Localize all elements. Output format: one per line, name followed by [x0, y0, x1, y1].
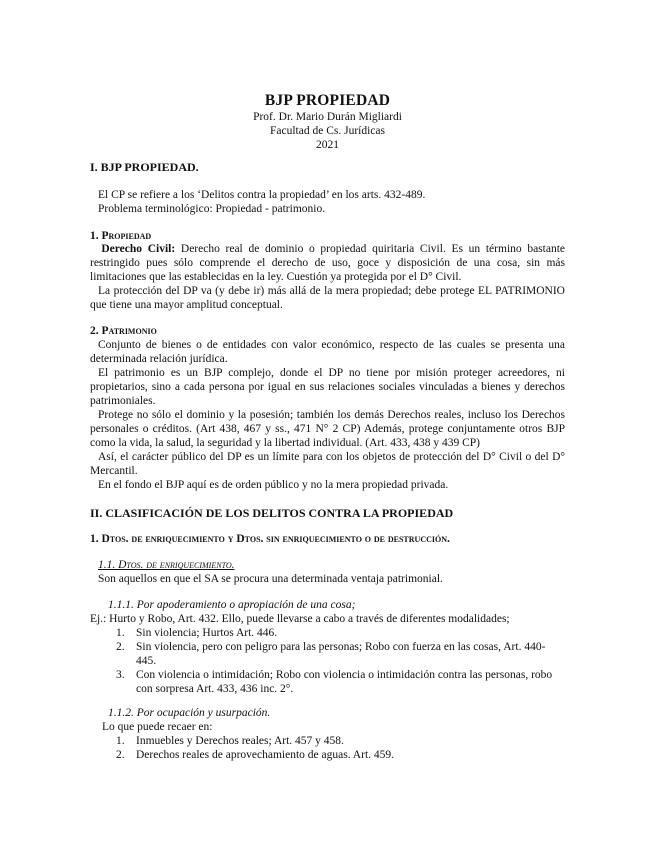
section-heading-2: II. CLASIFICACIÓN DE LOS DELITOS CONTRA LA PROPIEDAD — [90, 506, 454, 520]
subsection-heading-propiedad: 1. Propiedad — [90, 230, 152, 242]
list-number: 1. — [116, 627, 125, 639]
list-number: 2. — [116, 749, 125, 761]
paragraph: El CP se refiere a los ‘Delitos contra la propiedad’ en los arts. 432-489. — [98, 189, 426, 201]
paragraph-line: En el fondo el BJP aquí es de orden público y no la mera propiedad privada. — [98, 479, 449, 491]
paragraph-line: Ej.: Hurto y Robo, Art. 432. Ello, puede llevarse a cabo a través de diferentes modalidades; — [90, 613, 510, 625]
document-title: BJP PROPIEDAD — [264, 92, 391, 109]
subsection-heading-classification: 1. Dtos. de enriquecimiento y Dtos. sin enriquecimiento o de destrucción. — [90, 533, 450, 545]
paragraph-line: La protección del DP va (y debe ir) más allá de la mera propiedad; debe protege EL PATRIMONIO — [98, 285, 565, 297]
list-item: Inmuebles y Derechos reales; Art. 457 y 458. — [136, 735, 344, 747]
paragraph-line: que tiene una mayor amplitud conceptual. — [90, 299, 283, 311]
list-item: Derechos reales de aprovechamiento de aguas. Art. 459. — [136, 749, 395, 761]
paragraph-line: El patrimonio es un BJP complejo, donde el DP no tiene por misión proteger acreedores, ni — [98, 367, 565, 379]
list-item: Con violencia o intimidación; Robo con violencia o intimidación contra las personas, robo — [136, 669, 553, 681]
paragraph-line: personales o créditos. (Art 438, 467 y ss., 471 N° 2 CP) Además, protege conjuntamente otros BJP — [90, 423, 565, 435]
inline-label: Derecho Civil: — [101, 243, 176, 255]
paragraph-line: restringido pues sólo comprende el derecho de uso, goce y disposición de una cosa, sin más — [90, 257, 565, 269]
list-number: 2. — [116, 641, 125, 653]
document-header — [0, 91, 655, 152]
list-number: 3. — [116, 669, 125, 681]
paragraph-line: patrimoniales. — [90, 395, 156, 407]
list-item-continuation: 445. — [136, 655, 157, 667]
subsubsection-heading: 1.1. Dtos. de enriquecimiento. — [98, 559, 235, 571]
year-line: 2021 — [316, 139, 339, 151]
list-item: Sin violencia, pero con peligro para las personas; Robo con fuerza en las cosas, Art. 440- — [136, 641, 546, 653]
paragraph-line — [90, 242, 565, 256]
list-item: Sin violencia; Hurtos Art. 446. — [136, 627, 278, 639]
paragraph-line: Mercantil. — [90, 465, 138, 477]
paragraph-line: Son aquellos en que el SA se procura una determinada ventaja patrimonial. — [98, 573, 443, 585]
subsubsubsection-heading: 1.1.2. Por ocupación y usurpación. — [108, 707, 271, 719]
author-line: Prof. Dr. Mario Durán Migliardi — [253, 111, 402, 123]
paragraph-line: limitaciones que las establecidas en la ley. Cuestión ya protegida por el D° Civil. — [90, 271, 462, 283]
paragraph-line: Lo que puede recaer en: — [102, 721, 213, 733]
section-heading-1: I. BJP PROPIEDAD. — [90, 160, 199, 174]
paragraph-line: Así, el carácter público del DP es un límite para con los objetos de protección del D° Civil o del D° — [98, 451, 565, 463]
subsubsubsection-heading: 1.1.1. Por apoderamiento o apropiación de una cosa; — [108, 599, 356, 611]
list-number: 1. — [116, 735, 125, 747]
faculty-line: Facultad de Cs. Jurídicas — [270, 125, 385, 137]
list-item-continuation: con sorpresa Art. 433, 436 inc. 2°. — [136, 683, 294, 695]
subsection-heading-patrimonio: 2. Patrimonio — [90, 325, 157, 337]
paragraph-line: determinada relación jurídica. — [90, 353, 228, 365]
paragraph: Problema terminológico: Propiedad - patrimonio. — [98, 203, 326, 215]
paragraph-line: propietarios, sino a cada persona por igual en sus relaciones sociales vinculadas a bienes y derechos — [90, 381, 565, 393]
paragraph-line: Protege no sólo el dominio y la posesión; también los demás Derechos reales, incluso los Derechos — [98, 409, 565, 421]
paragraph-line: Conjunto de bienes o de entidades con valor económico, respecto de las cuales se presenta una — [98, 339, 565, 351]
paragraph-text: Derecho real de dominio o propiedad quiritaria Civil. Es un término bastante — [180, 243, 565, 255]
paragraph-line: como la vida, la salud, la seguridad y la libertad individual. (Art. 433, 438 y 439 CP) — [90, 437, 480, 449]
